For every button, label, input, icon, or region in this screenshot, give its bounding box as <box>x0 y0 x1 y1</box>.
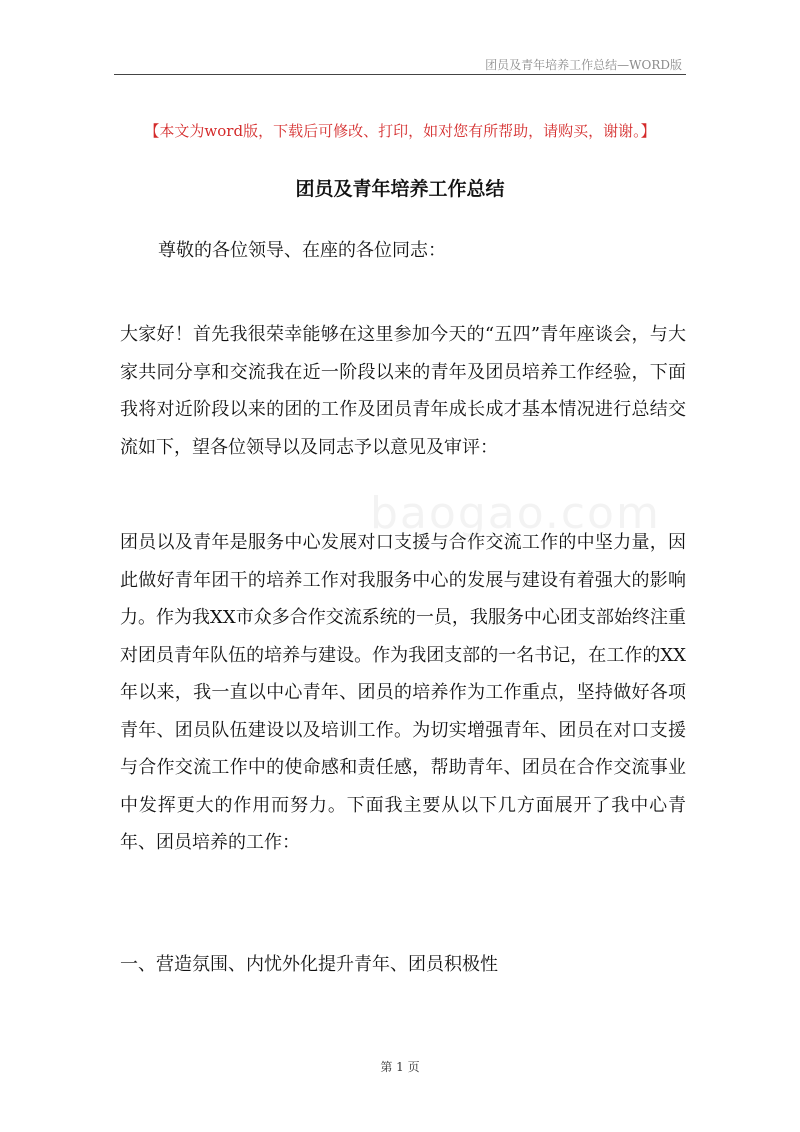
header-divider <box>114 74 686 75</box>
salutation: 尊敬的各位领导、在座的各位同志： <box>158 240 446 261</box>
body-paragraph-2: 团员以及青年是服务中心发展对口支援与合作交流工作的中坚力量，因此做好青年团干的培养工作对我服务中心的发展与建设有着强大的影响力。作为我XX市众多合作交流系统的一员，我服务中心团支部始终注重对团员青年队伍的培养与建设。作为我团支部的一名书记，在工作的XX年以来，我一直以中心青年、团员的培养作为工作重点，坚持做好各项青年、团员队伍建设以及培训工作。为切实增强青年、团员在对口支援与合作交流工作中的使命感和责任感，帮助青年、团员在合作交流事业中发挥更大的作用而努力。下面我主要从以下几方面展开了我中心青年、团员培养的工作： <box>120 532 686 853</box>
running-header: 团员及青年培养工作总结—WORD版 <box>485 58 682 72</box>
document-title: 团员及青年培养工作总结 <box>295 178 505 200</box>
section-heading-1: 一、营造氛围、内忧外化提升青年、团员积极性 <box>120 954 498 975</box>
page-number: 第 1 页 <box>380 1060 420 1074</box>
body-paragraph-1: 大家好！首先我很荣幸能够在这里参加今天的“五四”青年座谈会，与大家共同分享和交流我在近一阶段以来的青年及团员培养工作经验，下面我将对近阶段以来的团的工作及团员青年成长成才基本情况进行总结交流如下，望各位领导以及同志予以意见及审评： <box>120 324 686 458</box>
watermark: baogao.com <box>370 488 661 539</box>
purchase-notice: 【本文为word版，下载后可修改、打印，如对您有所帮助，请购买，谢谢。】 <box>144 122 656 140</box>
